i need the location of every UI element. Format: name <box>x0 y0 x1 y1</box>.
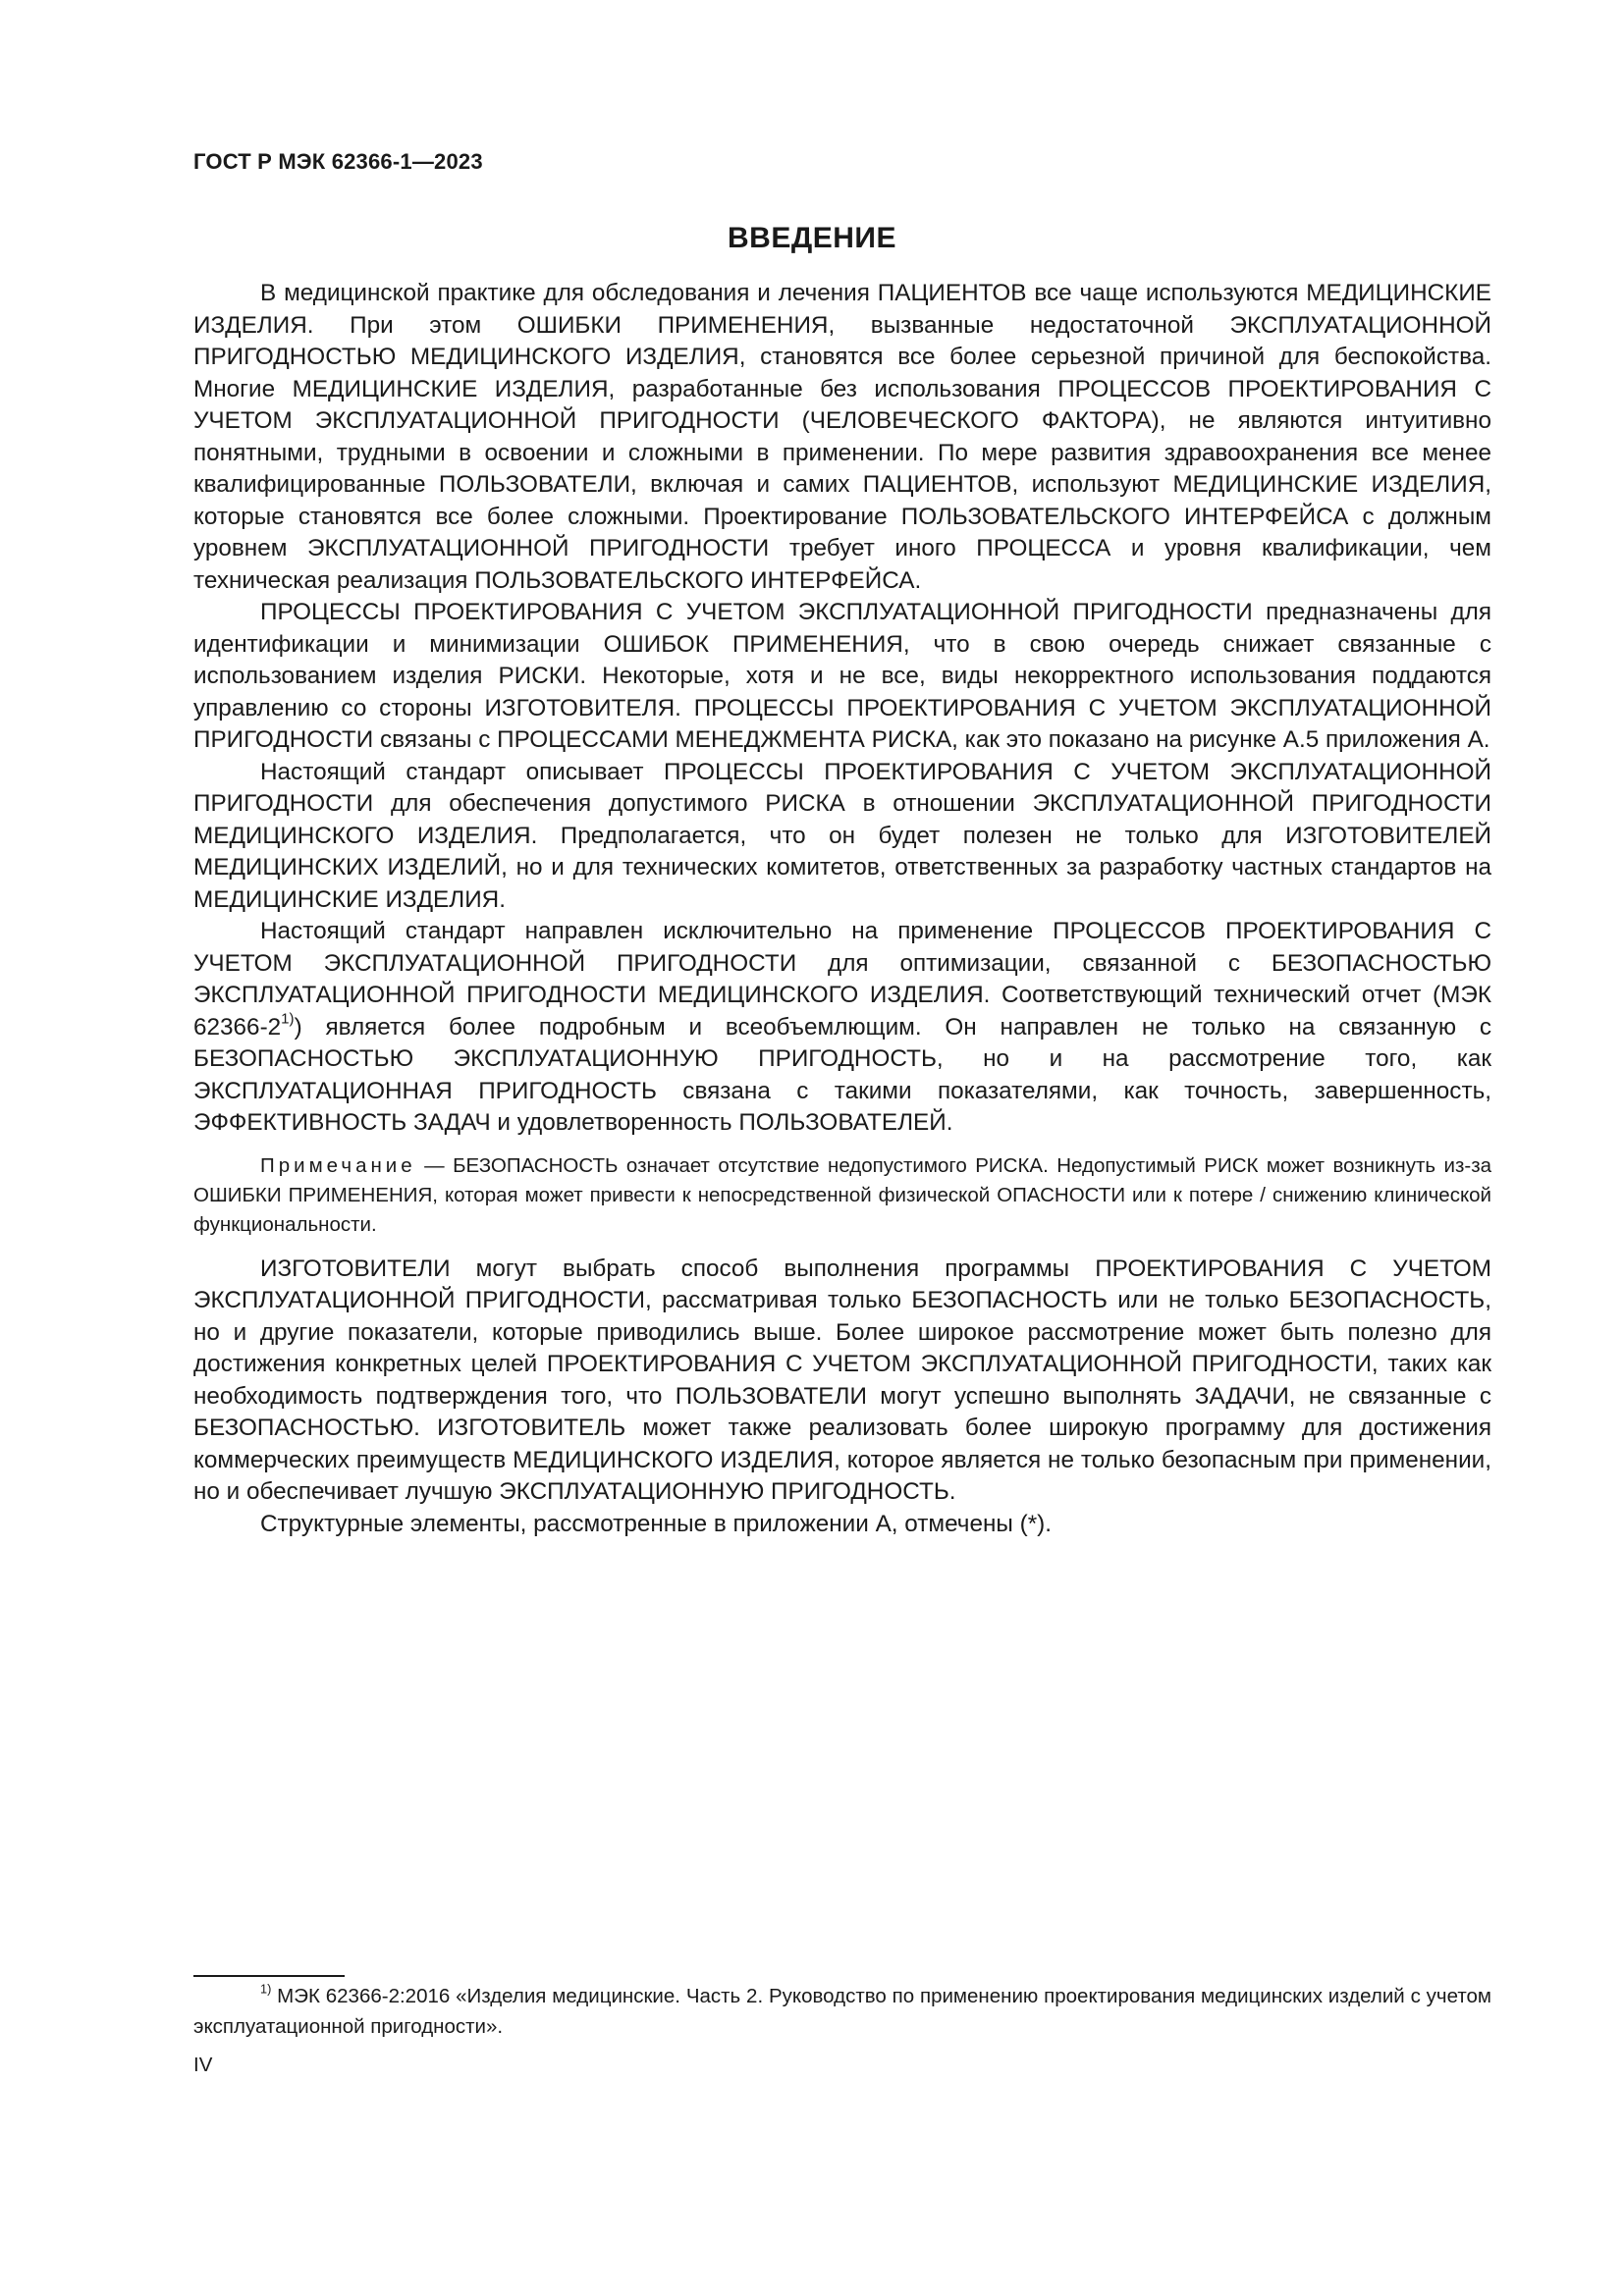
paragraph: Структурные элементы, рассмотренные в приложении А, отмечены (*). <box>260 1510 1052 1537</box>
paragraph-text: ) является более подробным и всеобъемлющим. Он направлен не только на связанную с БЕЗОПАСНОСТЬЮ ЭКСПЛУАТАЦИОННУЮ ПРИГОДНОСТЬ, но и на рассмотрение того, как ЭКСПЛУАТАЦИОННАЯ ПРИГОДНОСТЬ связана с такими показателями, как точность, завершенность, ЭФФЕКТИВНОСТЬ ЗАДАЧ и удовлетворенность ПОЛЬЗОВАТЕЛЕЙ. <box>193 1013 1491 1136</box>
paragraph <box>193 916 1491 1140</box>
footnote-separator <box>193 1975 345 1977</box>
note-text: — БЕЗОПАСНОСТЬ означает отсутствие недопустимого РИСКА. Недопустимый РИСК может возникнуть из-за ОШИБКИ ПРИМЕНЕНИЯ, которая может привести к непосредственной физической ОПАСНОСТИ или к потере / снижению клинической функциональности. <box>193 1153 1491 1236</box>
section-title: ВВЕДЕНИЕ <box>728 222 896 254</box>
paragraph: В медицинской практике для обследования и лечения ПАЦИЕНТОВ все чаще используются МЕДИЦИНСКИЕ ИЗДЕЛИЯ. При этом ОШИБКИ ПРИМЕНЕНИЯ, вызванные недостаточной ЭКСПЛУАТАЦИОННОЙ ПРИГОДНОСТЬЮ МЕДИЦИНСКОГО ИЗДЕЛИЯ, становятся все более серьезной причиной для беспокойства. Многие МЕДИЦИНСКИЕ ИЗДЕЛИЯ, разработанные без использования ПРОЦЕССОВ ПРОЕКТИРОВАНИЯ С УЧЕТОМ ЭКСПЛУАТАЦИОННОЙ ПРИГОДНОСТИ (ЧЕЛОВЕЧЕСКОГО ФАКТОРА), не являются интуитивно понятными, трудными в освоении и сложными в применении. По мере развития здравоохранения все менее квалифицированные ПОЛЬЗОВАТЕЛИ, включая и самих ПАЦИЕНТОВ, используют МЕДИЦИНСКИЕ ИЗДЕЛИЯ, которые становятся все более сложными. Проектирование ПОЛЬЗОВАТЕЛЬСКОГО ИНТЕРФЕЙСА с должным уровнем ЭКСПЛУАТАЦИОННОЙ ПРИГОДНОСТИ требует иного ПРОЦЕССА и уровня квалификации, чем техническая реализация ПОЛЬЗОВАТЕЛЬСКОГО ИНТЕРФЕЙСА. <box>193 280 1491 594</box>
paragraph: ПРОЦЕССЫ ПРОЕКТИРОВАНИЯ С УЧЕТОМ ЭКСПЛУАТАЦИОННОЙ ПРИГОДНОСТИ предназначены для идентификации и минимизации ОШИБОК ПРИМЕНЕНИЯ, что в свою очередь снижает связанные с использованием изделия РИСКИ. Некоторые, хотя и не все, виды некорректного использования поддаются управлению со стороны ИЗГОТОВИТЕЛЯ. ПРОЦЕССЫ ПРОЕКТИРОВАНИЯ С УЧЕТОМ ЭКСПЛУАТАЦИОННОЙ ПРИГОДНОСТИ связаны с ПРОЦЕССАМИ МЕНЕДЖМЕНТА РИСКА, как это показано на рисунке А.5 приложения А. <box>193 599 1491 753</box>
main-text <box>193 278 1491 1540</box>
paragraph: ИЗГОТОВИТЕЛИ могут выбрать способ выполнения программы ПРОЕКТИРОВАНИЯ С УЧЕТОМ ЭКСПЛУАТАЦИОННОЙ ПРИГОДНОСТИ, рассматривая только БЕЗОПАСНОСТЬ или не только БЕЗОПАСНОСТЬ, но и другие показатели, которые приводились выше. Более широкое рассмотрение может быть полезно для достижения конкретных целей ПРОЕКТИРОВАНИЯ С УЧЕТОМ ЭКСПЛУАТАЦИОННОЙ ПРИГОДНОСТИ, таких как необходимость подтверждения того, что ПОЛЬЗОВАТЕЛИ могут успешно выполнять ЗАДАЧИ, не связанные с БЕЗОПАСНОСТЬЮ. ИЗГОТОВИТЕЛЬ может также реализовать более широкую программу для достижения коммерческих преимуществ МЕДИЦИНСКОГО ИЗДЕЛИЯ, которое является не только безопасным при применении, но и обеспечивает лучшую ЭКСПЛУАТАЦИОННУЮ ПРИГОДНОСТЬ. <box>193 1255 1491 1505</box>
footnote-text: МЭК 62366-2:2016 «Изделия медицинские. Часть 2. Руководство по применению проектирования медицинских изделий с учетом эксплуатационной пригодности». <box>193 1985 1491 2038</box>
footnote-reference: 1) <box>281 1010 295 1028</box>
footnote <box>193 1981 1491 2042</box>
note-label: Примечание <box>260 1153 416 1177</box>
note <box>193 1151 1491 1240</box>
document-header: ГОСТ Р МЭК 62366-1—2023 <box>193 149 483 174</box>
page-number: IV <box>193 2054 213 2076</box>
footnote-marker: 1) <box>260 1981 272 1997</box>
paragraph: Настоящий стандарт описывает ПРОЦЕССЫ ПРОЕКТИРОВАНИЯ С УЧЕТОМ ЭКСПЛУАТАЦИОННОЙ ПРИГОДНОСТИ для обеспечения допустимого РИСКА в отношении ЭКСПЛУАТАЦИОННОЙ ПРИГОДНОСТИ МЕДИЦИНСКОГО ИЗДЕЛИЯ. Предполагается, что он будет полезен не только для ИЗГОТОВИТЕЛЕЙ МЕДИЦИНСКИХ ИЗДЕЛИЙ, но и для технических комитетов, ответственных за разработку частных стандартов на МЕДИЦИНСКИЕ ИЗДЕЛИЯ. <box>193 758 1491 913</box>
paragraph-text: Настоящий стандарт направлен исключительно на применение ПРОЦЕССОВ ПРОЕКТИРОВАНИЯ С УЧЕТОМ ЭКСПЛУАТАЦИОННОЙ ПРИГОДНОСТИ для оптимизации, связанной с БЕЗОПАСНОСТЬЮ ЭКСПЛУАТАЦИОННОЙ ПРИГОДНОСТИ МЕДИЦИНСКОГО ИЗДЕЛИЯ. Соответствующий технический отчет (МЭК 62366-2 <box>193 918 1491 1041</box>
